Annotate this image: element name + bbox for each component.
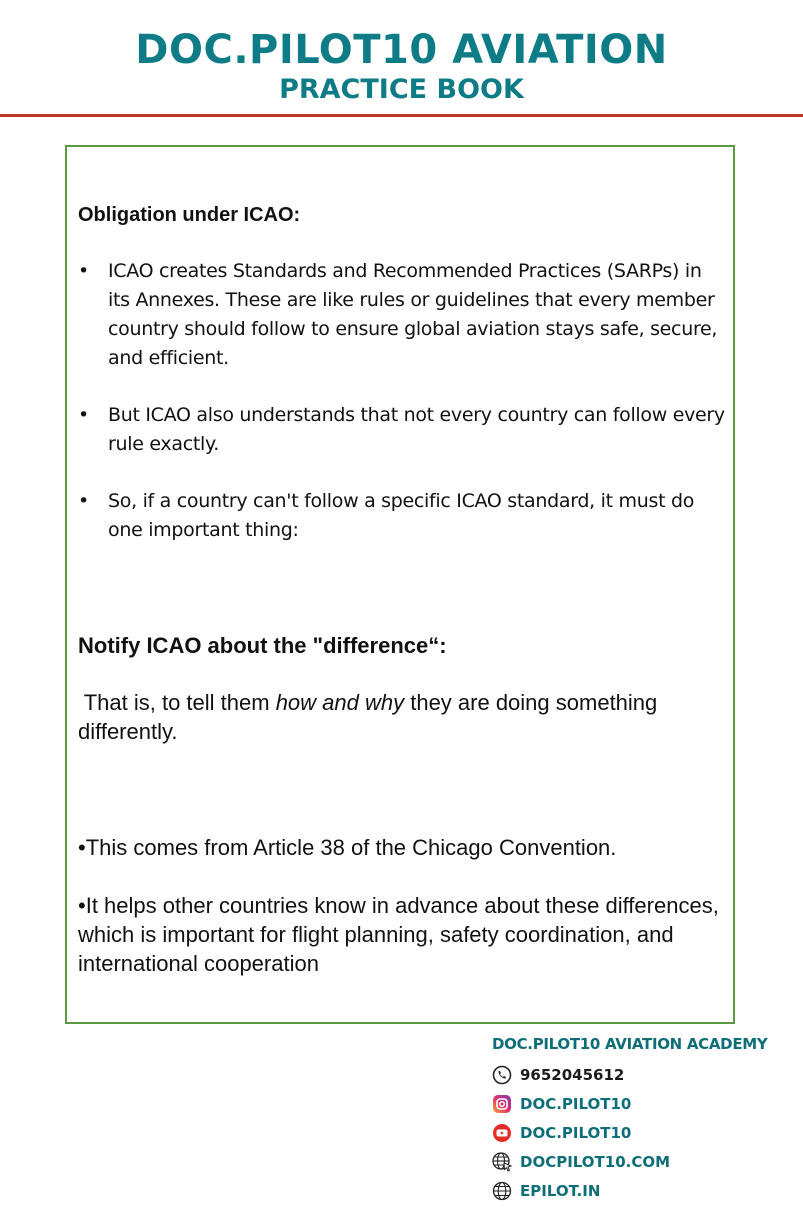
- instagram-handle: DOC.PILOT10: [520, 1094, 632, 1113]
- paragraph-article: •This comes from Article 38 of the Chicago Convention.: [78, 835, 617, 860]
- emphasis-text: how and why: [275, 690, 405, 715]
- youtube-handle: DOC.PILOT10: [520, 1123, 632, 1142]
- bullet-item: • ICAO creates Standards and Recommended Practices (SARPs) in its Annexes. These are like rules or guidelines that every member country should follow to ensure global aviation stays safe, secure, and efficient.: [78, 257, 728, 373]
- brand-subtitle: PRACTICE BOOK: [279, 74, 524, 105]
- academy-name: DOC.PILOT10 AVIATION ACADEMY: [492, 1035, 768, 1053]
- website-url-2: EPILOT.IN: [520, 1181, 601, 1200]
- paragraph-explanation: [78, 688, 728, 746]
- brand-title: DOC.PILOT10 AVIATION: [135, 27, 668, 73]
- globe-icon: [492, 1181, 512, 1201]
- contact-instagram[interactable]: [492, 1089, 792, 1118]
- bullet-item: • So, if a country can't follow a specific ICAO standard, it must do one important thing:: [78, 487, 728, 545]
- page-header: [0, 0, 803, 116]
- text: That is, to tell them: [78, 690, 276, 715]
- paragraph-benefit: •It helps other countries know in advance about these differences, which is important for flight planning, safety coordination, and international cooperation: [78, 893, 732, 976]
- contact-website[interactable]: [492, 1147, 792, 1176]
- contact-youtube[interactable]: [492, 1118, 792, 1147]
- youtube-icon: [492, 1123, 512, 1143]
- instagram-icon: [492, 1094, 512, 1114]
- contact-phone[interactable]: [492, 1060, 792, 1089]
- bullet-item: • But ICAO also understands that not every country can follow every rule exactly.: [78, 401, 728, 459]
- text: they are doing something differently.: [78, 690, 658, 744]
- contact-website-2[interactable]: [492, 1176, 792, 1205]
- website-url: DOCPILOT10.COM: [520, 1152, 671, 1171]
- heading-notify: Notify ICAO about the "difference“:: [78, 633, 447, 658]
- content-box: [65, 145, 735, 1024]
- header-divider: [0, 114, 803, 117]
- bullet-list: [78, 257, 728, 573]
- heading-obligation: Obligation under ICAO:: [78, 204, 301, 226]
- phone-icon: [492, 1065, 512, 1085]
- globe-cursor-icon: [492, 1152, 512, 1172]
- phone-number: 9652045612: [520, 1065, 625, 1084]
- footer-contacts: [492, 1033, 792, 1205]
